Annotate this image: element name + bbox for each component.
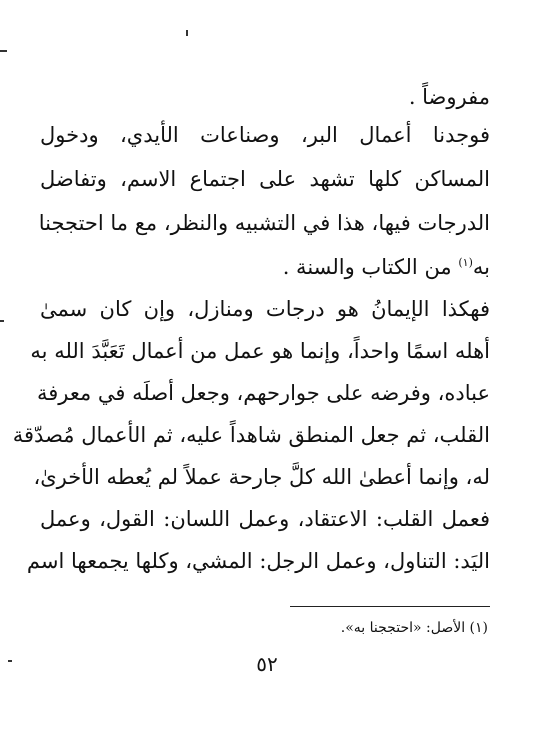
text-line-8: عباده، وفرضه على جوارحهم، وجعل أصلَه في معرفة bbox=[36, 381, 490, 405]
footnote-ref: (١) bbox=[458, 256, 473, 269]
text-line-5 bbox=[40, 252, 490, 282]
page-number: ٥٢ bbox=[256, 652, 278, 676]
scan-mark-top bbox=[186, 30, 188, 36]
text-line-4: الدرجات فيها، هذا في التشبيه والنظر، مع ما احتججنا bbox=[38, 211, 490, 235]
footnote-ref-word: به bbox=[472, 255, 490, 279]
text-line-3: المساكن كلها تشهد على اجتماع الاسم، وتفاضل bbox=[40, 167, 490, 191]
text-line-10: له، وإنما أعطىٰ الله كلَّ جارحة عملاً لم يُعطه الأخرىٰ، bbox=[33, 465, 490, 489]
text-line-12: اليَد: التناول، وعمل الرجل: المشي، وكلها يجمعها اسم bbox=[26, 549, 490, 573]
text-line-7: أهله اسمًا واحداً، وإنما هو عمل من أعمال تَعَبَّدَ الله به bbox=[30, 339, 490, 363]
scan-mark-left-top bbox=[0, 50, 7, 52]
footnote-separator bbox=[290, 606, 490, 607]
text-line-2: فوجدنا أعمال البر، وصناعات الأيدي، ودخول bbox=[40, 123, 490, 147]
footnote: (١) الأصل: «احتججنا به». bbox=[340, 620, 488, 636]
text-line-11: فعمل القلب: الاعتقاد، وعمل اللسان: القول، وعمل bbox=[40, 507, 490, 531]
text-line-1: مفروضاً . bbox=[408, 85, 490, 109]
text-line-6: فهكذا الإيمانُ هو درجات ومنازل، وإن كان سمىٰ bbox=[40, 297, 490, 321]
scan-mark-left-mid bbox=[0, 320, 4, 322]
text-line-9: القلب، ثم جعل المنطق شاهداً عليه، ثم الأعمال مُصدّقة bbox=[12, 423, 490, 447]
text-line-5-rest: من الكتاب والسنة . bbox=[282, 255, 452, 279]
